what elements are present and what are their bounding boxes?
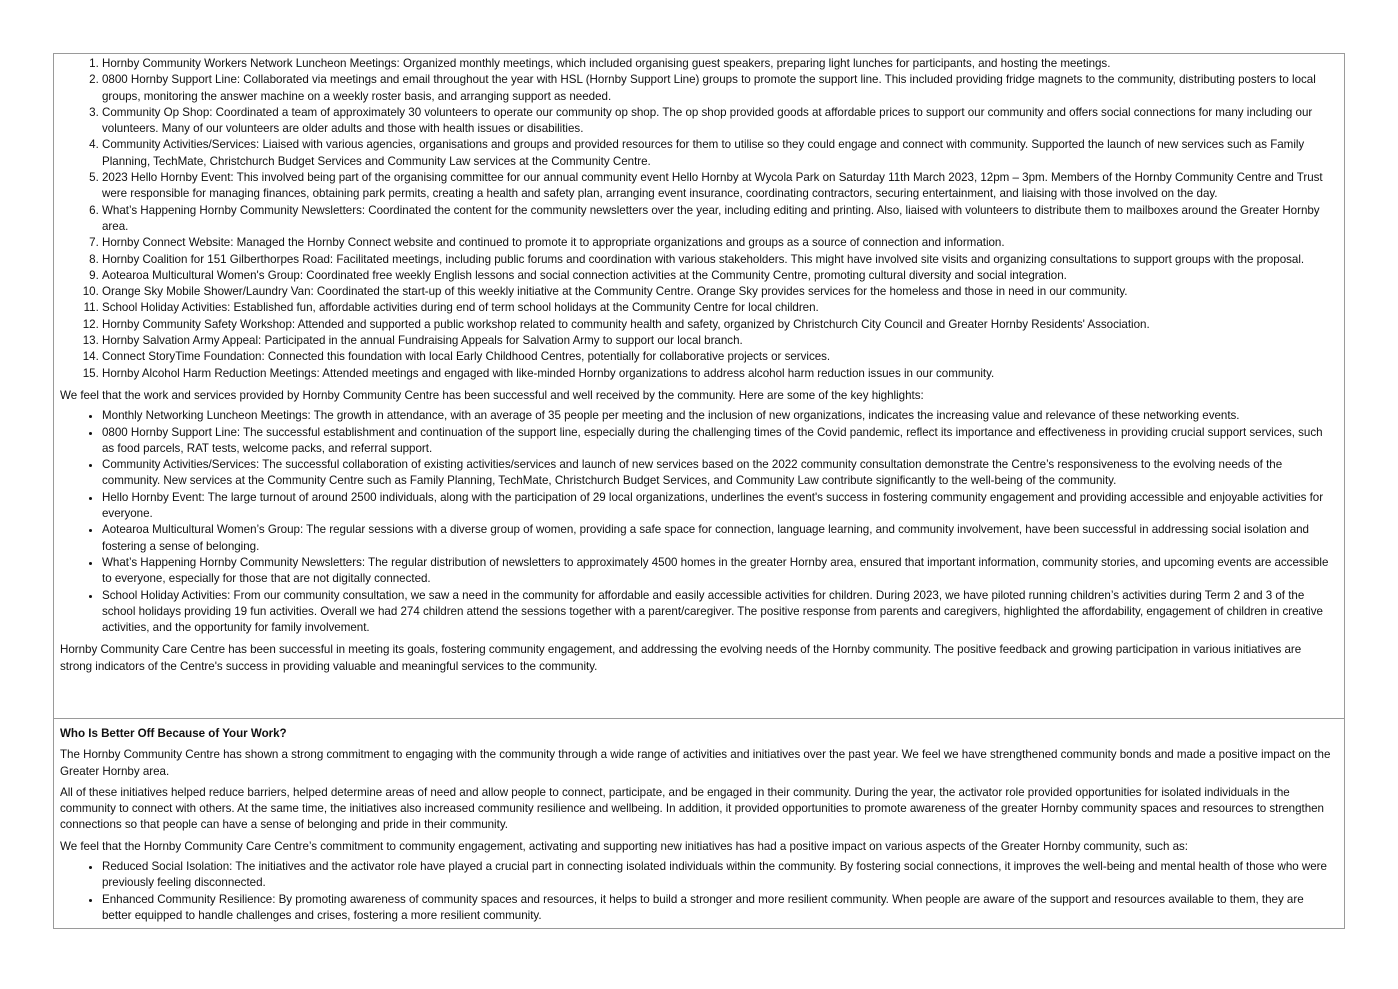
list-item: 10. Orange Sky Mobile Shower/Laundry Van: Coordinated the start-up of this weekly initiative at the Community Centre. Orange Sky provides services for the homeless and those in need in our community. <box>102 284 1336 300</box>
list-item: 9. Aotearoa Multicultural Women's Group: Coordinated free weekly English lessons and social connection activities at the Community Centre, promoting cultural diversity and social integration. <box>102 268 1336 284</box>
list-item: 6. What’s Happening Hornby Community Newsletters: Coordinated the content for the community newsletters over the year, including editing and printing. Also, liaised with volunteers to distribute them to mailboxes around the Greater Hornby area. <box>102 203 1336 236</box>
impacts-list <box>60 859 1336 924</box>
paragraph: The Hornby Community Centre has shown a strong commitment to engaging with the community through a wide range of activities and initiatives over the past year. We feel we have strengthened community bonds and made a positive impact on the Greater Hornby area. <box>60 748 1331 778</box>
list-item: • Monthly Networking Luncheon Meetings: The growth in attendance, with an average of 35 people per meeting and the inclusion of new organizations, indicates the increasing value and relevance of these networking events. <box>102 408 1336 424</box>
list-item: • Reduced Social Isolation: The initiatives and the activator role have played a crucial part in connecting isolated individuals within the community. By fostering social connections, it improves the well-being and mental health of those who were previously feeling disconnected. <box>102 859 1336 892</box>
list-item: 1. Hornby Community Workers Network Luncheon Meetings: Organized monthly meetings, which included organising guest speakers, preparing light lunches for participants, and hosting the meetings. <box>102 56 1336 72</box>
report-table <box>53 53 1345 929</box>
list-item: 13. Hornby Salvation Army Appeal: Participated in the annual Fundraising Appeals for Salvation Army to support our local branch. <box>102 333 1336 349</box>
list-item: 11. School Holiday Activities: Established fun, affordable activities during end of term school holidays at the Community Centre for local children. <box>102 300 1336 316</box>
paragraph: We feel that the Hornby Community Care Centre’s commitment to community engagement, activating and supporting new initiatives has had a positive impact on various aspects of the Greater Hornby community, such as: <box>60 839 1188 853</box>
better-off-cell <box>54 719 1344 924</box>
list-item: • Hello Hornby Event: The large turnout of around 2500 individuals, along with the participation of 29 local organizations, underlines the event's success in fostering community engagement and providing accessible and enjoyable activities for everyone. <box>102 490 1336 523</box>
list-item: 7. Hornby Connect Website: Managed the Hornby Connect website and continued to promote it to appropriate organizations and groups as a source of connection and information. <box>102 235 1336 251</box>
highlights-intro: We feel that the work and services provided by Hornby Community Centre has been successful and well received by the community. Here are some of the key highlights: <box>60 388 924 402</box>
list-item: • Aotearoa Multicultural Women’s Group: The regular sessions with a diverse group of women, providing a safe space for connection, language learning, and community involvement, have been successful in addressing social isolation and fostering a sense of belonging. <box>102 522 1336 555</box>
list-item: 8. Hornby Coalition for 151 Gilberthorpes Road: Facilitated meetings, including public forums and coordination with various stakeholders. This might have involved site visits and organizing consultations to support groups with the proposal. <box>102 252 1336 268</box>
list-item: 5. 2023 Hello Hornby Event: This involved being part of the organising committee for our annual community event Hello Hornby at Wycola Park on Saturday 11th March 2023, 12pm – 3pm. Members of the Hornby Community Centre and Trust were responsible for managing finances, obtaining park permits, creating a health and safety plan, arranging event insurance, coordinating contractors, securing entertainment, and liaising with those involved on the day. <box>102 170 1336 203</box>
list-item: 2. 0800 Hornby Support Line: Collaborated via meetings and email throughout the year with HSL (Hornby Support Line) groups to promote the support line. This included providing fridge magnets to the community, distributing posters to local groups, monitoring the answer machine on a weekly roster basis, and arranging support as needed. <box>102 72 1336 105</box>
activities-list <box>60 56 1336 382</box>
list-item: • 0800 Hornby Support Line: The successful establishment and continuation of the support line, especially during the challenging times of the Covid pandemic, reflect its importance and effectiveness in providing crucial support services, such as food parcels, RAT tests, welcome packs, and referral support. <box>102 425 1336 458</box>
list-item: • What’s Happening Hornby Community Newsletters: The regular distribution of newsletters to approximately 4500 homes in the greater Hornby area, ensured that important information, community stories, and upcoming events are accessible to everyone, especially for those that are not digitally connected. <box>102 555 1336 588</box>
list-item: • Enhanced Community Resilience: By promoting awareness of community spaces and resources, it helps to build a stronger and more resilient community. When people are aware of the support and resources available to them, they are better equipped to handle challenges and crises, fostering a more resilient community. <box>102 892 1336 925</box>
section-heading: Who Is Better Off Because of Your Work? <box>60 727 287 740</box>
paragraph: All of these initiatives helped reduce barriers, helped determine areas of need and allow people to connect, participate, and be engaged in their community. During the year, the activator role provided opportunities for isolated individuals in the community to connect with others. At the same time, the initiatives also increased community resilience and wellbeing. In addition, it provided opportunities to promote awareness of the greater Hornby community spaces and resources to strengthen connections so that people can have a sense of belonging and pride in their community. <box>60 785 1324 832</box>
list-item: 4. Community Activities/Services: Liaised with various agencies, organisations and groups and provided resources for them to utilise so they could engage and connect with community. Supported the launch of new services such as Family Planning, TechMate, Christchurch Budget Services and Community Law services at the Community Centre. <box>102 137 1336 170</box>
highlights-list <box>60 408 1336 636</box>
list-item: • School Holiday Activities: From our community consultation, we saw a need in the community for affordable and easily accessible activities for children. During 2023, we have piloted running children’s activities during Term 2 and 3 of the school holidays providing 19 fun activities. Overall we had 274 children attend the sessions together with a parent/caregiver. The positive response from parents and caregivers, highlighted the affordability, engagement of children in creative activities, and the opportunity for family involvement. <box>102 588 1336 637</box>
list-item: 14. Connect StoryTime Foundation: Connected this foundation with local Early Childhood Centres, potentially for collaborative projects or services. <box>102 349 1336 365</box>
list-item: • Community Activities/Services: The successful collaboration of existing activities/services and launch of new services based on the 2022 community consultation demonstrate the Centre’s responsiveness to the evolving needs of the community. New services at the Community Centre such as Family Planning, TechMate, Christchurch Budget Services, and Community Law contribute significantly to the well-being of the community. <box>102 457 1336 490</box>
summary-paragraph: Hornby Community Care Centre has been successful in meeting its goals, fostering community engagement, and addressing the evolving needs of the Hornby community. The positive feedback and growing participation in various initiatives are strong indicators of the Centre's success in providing valuable and meaningful services to the community. <box>60 643 1302 673</box>
list-item: 15. Hornby Alcohol Harm Reduction Meetings: Attended meetings and engaged with like-minded Hornby organizations to address alcohol harm reduction issues in our community. <box>102 366 1336 382</box>
list-item: 3. Community Op Shop: Coordinated a team of approximately 30 volunteers to operate our community op shop. The op shop provided goods at affordable prices to support our community and offers social connections for many including our volunteers. Many of our volunteers are older adults and those with health issues or disabilities. <box>102 105 1336 138</box>
list-item: 12. Hornby Community Safety Workshop: Attended and supported a public workshop related to community health and safety, organized by Christchurch City Council and Greater Hornby Residents' Association. <box>102 317 1336 333</box>
activities-cell <box>54 54 1344 719</box>
